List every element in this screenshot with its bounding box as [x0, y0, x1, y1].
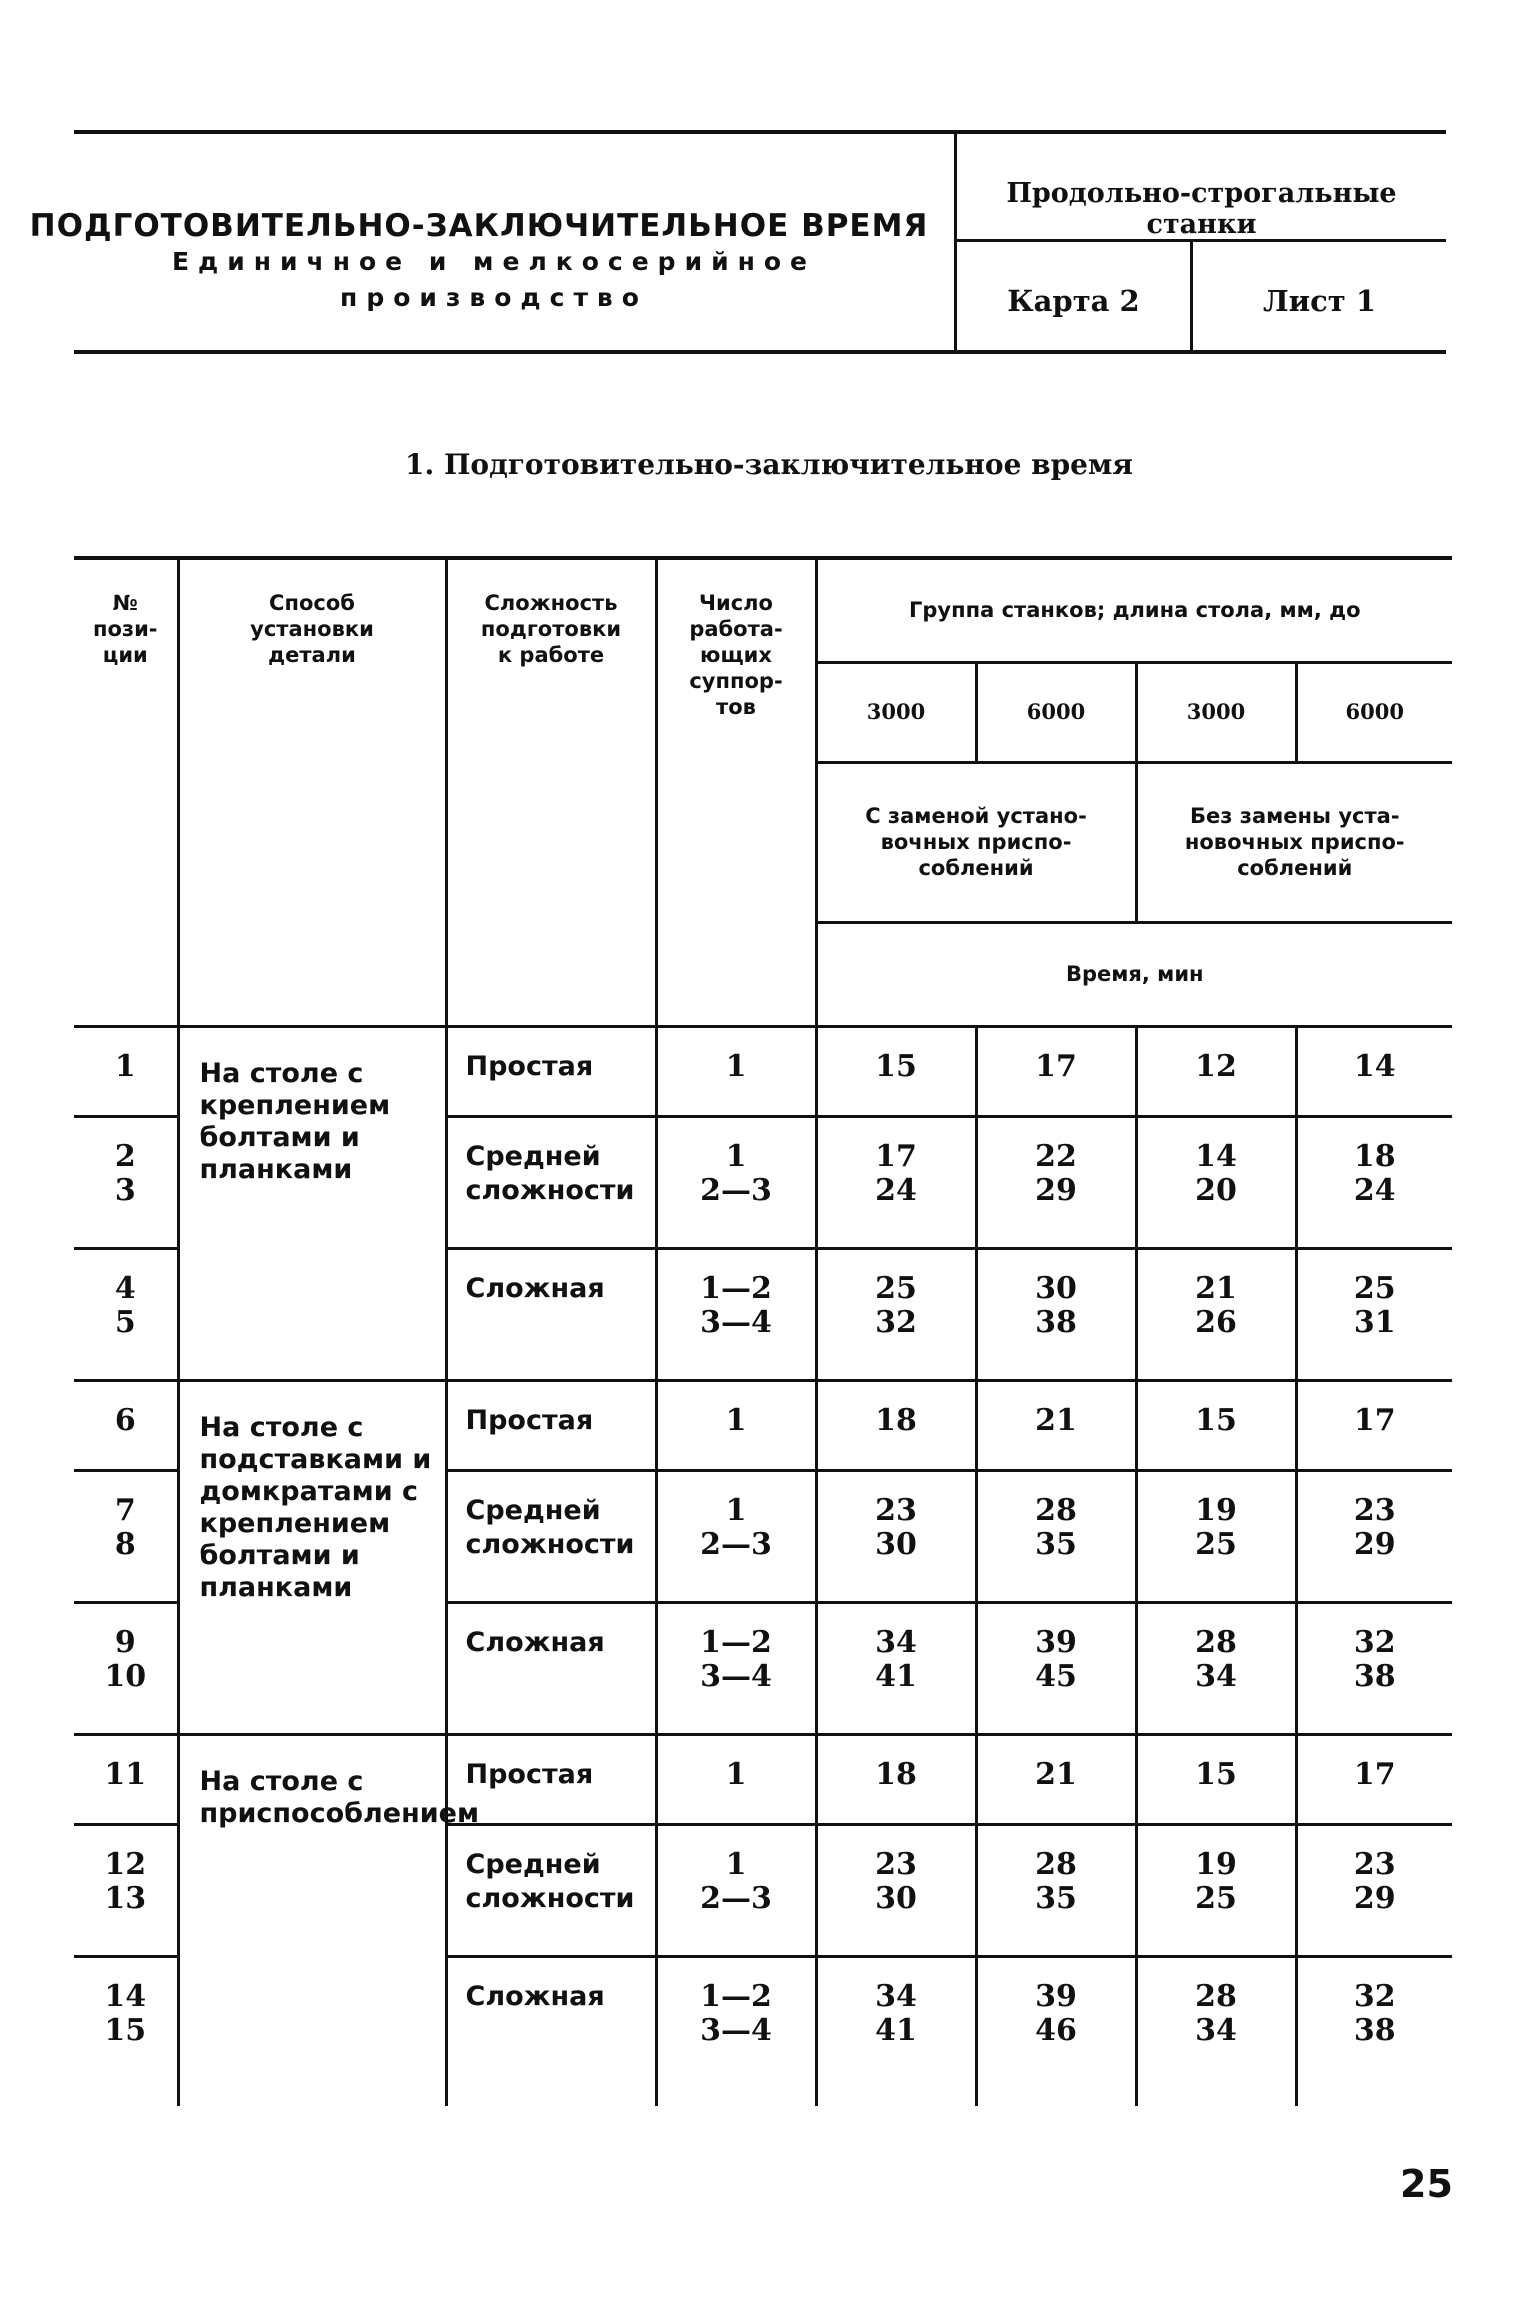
time-cell: [1296, 1116, 1452, 1248]
supports-cell-value: 3—4: [700, 1304, 772, 1340]
time-cell-value: 38: [1353, 1658, 1396, 1694]
time-cell: [816, 1248, 976, 1380]
time-cell-value: 35: [1035, 1880, 1077, 1916]
supports-cell: [656, 1602, 816, 1734]
time-cell-value: 17: [875, 1138, 917, 1174]
table-body: [74, 1026, 1452, 2106]
time-cell-value: 18: [1353, 1138, 1396, 1174]
length-header: 6000: [976, 662, 1136, 762]
time-cell: [1296, 1470, 1452, 1602]
method-cell: На столе с подставками и домкратами с креплением болтами и планками: [178, 1380, 446, 1734]
time-cell-value: 24: [1353, 1172, 1396, 1208]
complexity-cell: Средней сложности: [446, 1824, 656, 1956]
header-line: Число: [699, 591, 773, 615]
time-table: [74, 556, 1452, 2106]
time-cell-value: 21: [1035, 1402, 1077, 1438]
position-cell-value: 10: [104, 1658, 147, 1694]
header-line: вочных приспо-: [880, 830, 1072, 854]
table-row: [74, 1380, 1452, 1470]
time-cell: [976, 1956, 1136, 2106]
time-cell-value: 23: [875, 1846, 917, 1882]
machine-type: Продольно-строгальные станки: [1006, 178, 1397, 240]
time-cell-value: 32: [1353, 1978, 1396, 2014]
time-cell: [976, 1734, 1136, 1824]
complexity-cell: Сложная: [446, 1248, 656, 1380]
time-cell-value: 17: [1035, 1048, 1077, 1084]
complexity-cell: Простая: [446, 1734, 656, 1824]
header-line: соблений: [1237, 856, 1353, 880]
time-cell: [1136, 1470, 1296, 1602]
position-cell: [74, 1116, 178, 1248]
position-cell: [74, 1734, 178, 1824]
time-cell: [1296, 1380, 1452, 1470]
time-cell-value: 23: [1353, 1846, 1396, 1882]
time-cell: [1296, 1026, 1452, 1116]
time-cell-value: 29: [1353, 1526, 1396, 1562]
time-cell-value: 46: [1035, 2012, 1077, 2048]
complexity-cell: Простая: [446, 1026, 656, 1116]
position-cell: [74, 1470, 178, 1602]
time-cell-value: 25: [1195, 1526, 1237, 1562]
time-cell: [1136, 1824, 1296, 1956]
method-cell: На столе с приспособлением: [178, 1734, 446, 2106]
page-number: 25: [1400, 2162, 1453, 2206]
time-cell-value: 28: [1195, 1624, 1237, 1660]
time-cell: [816, 1734, 976, 1824]
time-cell-value: 35: [1035, 1526, 1077, 1562]
section-title: 1. Подготовительно-заключительное время: [405, 448, 1133, 481]
time-cell: [976, 1380, 1136, 1470]
supports-cell: [656, 1956, 816, 2106]
time-cell-value: 26: [1195, 1304, 1237, 1340]
time-cell-value: 32: [1353, 1624, 1396, 1660]
time-cell-value: 41: [875, 1658, 917, 1694]
position-cell-value: 7: [114, 1492, 136, 1528]
position-cell-value: 11: [104, 1756, 147, 1792]
time-cell-value: 19: [1195, 1846, 1237, 1882]
header-line: новочных приспо-: [1184, 830, 1405, 854]
header-line: подготовки: [480, 617, 622, 641]
position-cell: [74, 1026, 178, 1116]
time-cell: [1136, 1116, 1296, 1248]
time-cell: [816, 1956, 976, 2106]
time-cell-value: 12: [1195, 1048, 1237, 1084]
time-cell-value: 18: [875, 1756, 917, 1792]
length-header: 3000: [816, 662, 976, 762]
header-line: тов: [716, 695, 756, 719]
table-row: [74, 1026, 1452, 1116]
supports-cell: [656, 1734, 816, 1824]
supports-cell-value: 1: [725, 1492, 747, 1528]
time-cell: [976, 1602, 1136, 1734]
supports-cell-value: 1: [725, 1756, 747, 1792]
length-header: 3000: [1136, 662, 1296, 762]
position-cell-value: 2: [114, 1138, 136, 1174]
time-cell-value: 30: [875, 1526, 917, 1562]
time-cell-value: 34: [875, 1978, 917, 2014]
time-cell: [816, 1470, 976, 1602]
time-cell: [976, 1248, 1136, 1380]
supports-cell: [656, 1026, 816, 1116]
time-cell-value: 25: [875, 1270, 917, 1306]
position-cell-value: 3: [114, 1172, 136, 1208]
time-cell-value: 34: [1195, 2012, 1237, 2048]
position-cell-value: 15: [104, 2012, 147, 2048]
supports-cell-value: 3—4: [700, 1658, 772, 1694]
header-line: №: [112, 591, 138, 615]
time-cell: [816, 1602, 976, 1734]
time-cell-value: 24: [875, 1172, 917, 1208]
document-title: ПОДГОТОВИТЕЛЬНО-ЗАКЛЮЧИТЕЛЬНОЕ ВРЕМЯ: [29, 208, 929, 244]
header-line: пози-: [92, 617, 158, 641]
time-cell: [1296, 1824, 1452, 1956]
supports-cell-value: 1: [725, 1402, 747, 1438]
time-cell: [1136, 1380, 1296, 1470]
complexity-cell: Средней сложности: [446, 1116, 656, 1248]
position-cell: [74, 1248, 178, 1380]
supports-cell: [656, 1116, 816, 1248]
time-cell-value: 14: [1353, 1048, 1396, 1084]
position-cell: [74, 1602, 178, 1734]
without-replacement-header: [1136, 762, 1452, 922]
time-cell-value: 15: [1195, 1402, 1237, 1438]
length-header: 6000: [1296, 662, 1452, 762]
time-cell-value: 31: [1353, 1304, 1396, 1340]
header-line: Сложность: [484, 591, 618, 615]
time-cell-value: 28: [1195, 1978, 1237, 2014]
time-cell-value: 30: [875, 1880, 917, 1916]
sheet-number: Лист 1: [1262, 284, 1377, 318]
time-cell-value: 34: [875, 1624, 917, 1660]
document-subtitle: Единичное и мелкосерийное: [171, 247, 817, 276]
time-cell-value: 39: [1035, 1624, 1077, 1660]
time-cell: [1296, 1248, 1452, 1380]
time-cell-value: 21: [1035, 1756, 1077, 1792]
time-cell-value: 20: [1195, 1172, 1237, 1208]
time-cell-value: 25: [1353, 1270, 1396, 1306]
header-line: детали: [268, 643, 356, 667]
time-cell-value: 39: [1035, 1978, 1077, 2014]
time-cell-value: 30: [1035, 1270, 1077, 1306]
position-cell-value: 1: [114, 1048, 136, 1084]
header-line: С заменой устано-: [865, 804, 1087, 828]
position-cell-value: 5: [114, 1304, 136, 1340]
supports-cell-value: 1—2: [700, 1624, 772, 1660]
supports-cell: [656, 1380, 816, 1470]
position-cell: [74, 1380, 178, 1470]
time-cell: [976, 1026, 1136, 1116]
time-cell: [816, 1380, 976, 1470]
time-unit-header: Время, мин: [816, 922, 1452, 1026]
complexity-cell: Сложная: [446, 1602, 656, 1734]
time-cell-value: 32: [875, 1304, 917, 1340]
time-cell-value: 21: [1195, 1270, 1237, 1306]
time-cell-value: 45: [1035, 1658, 1077, 1694]
supports-cell-value: 1: [725, 1846, 747, 1882]
time-cell-value: 18: [875, 1402, 917, 1438]
time-cell: [1136, 1734, 1296, 1824]
header-line: установки: [250, 617, 374, 641]
supports-cell-value: 1—2: [700, 1270, 772, 1306]
time-cell: [1136, 1602, 1296, 1734]
time-cell: [1296, 1734, 1452, 1824]
position-cell-value: 8: [114, 1526, 136, 1562]
time-table-grid: [74, 556, 1452, 2106]
time-cell: [1136, 1248, 1296, 1380]
position-cell-value: 14: [104, 1978, 147, 2014]
supports-cell-value: 1: [725, 1138, 747, 1174]
header-line: суппор-: [689, 669, 783, 693]
time-cell-value: 15: [1195, 1756, 1237, 1792]
supports-cell: [656, 1248, 816, 1380]
supports-cell-value: 1: [725, 1048, 747, 1084]
time-cell: [1136, 1956, 1296, 2106]
complexity-cell: Средней сложности: [446, 1470, 656, 1602]
supports-cell-value: 1—2: [700, 1978, 772, 2014]
column-header-method: [178, 558, 446, 1026]
header-line: соблений: [918, 856, 1034, 880]
time-cell-value: 17: [1353, 1756, 1396, 1792]
position-cell-value: 9: [114, 1624, 136, 1660]
with-replacement-header: [816, 762, 1136, 922]
supports-cell: [656, 1470, 816, 1602]
time-cell-value: 34: [1195, 1658, 1237, 1694]
time-cell-value: 29: [1353, 1880, 1396, 1916]
column-header-group: Группа станков; длина стола, мм, до: [816, 558, 1452, 662]
position-cell-value: 13: [104, 1880, 147, 1916]
time-cell-value: 38: [1353, 2012, 1396, 2048]
time-cell-value: 28: [1035, 1492, 1077, 1528]
position-cell-value: 12: [104, 1846, 147, 1882]
supports-cell-value: 3—4: [700, 2012, 772, 2048]
time-cell: [976, 1824, 1136, 1956]
time-cell-value: 23: [1353, 1492, 1396, 1528]
supports-cell-value: 2—3: [700, 1880, 772, 1916]
time-cell: [816, 1116, 976, 1248]
time-cell-value: 17: [1353, 1402, 1396, 1438]
header-line: работа-: [689, 617, 783, 641]
document-header: [29, 130, 1446, 354]
supports-cell: [656, 1824, 816, 1956]
header-title-block: [29, 208, 954, 316]
supports-cell-value: 2—3: [700, 1526, 772, 1562]
time-cell: [816, 1026, 976, 1116]
column-header-complexity: [446, 558, 656, 1026]
time-cell-value: 38: [1035, 1304, 1077, 1340]
time-cell-value: 14: [1195, 1138, 1237, 1174]
position-cell: [74, 1824, 178, 1956]
time-cell: [976, 1116, 1136, 1248]
time-cell-value: 29: [1035, 1172, 1077, 1208]
time-cell: [976, 1470, 1136, 1602]
method-cell: На столе с креплением болтами и планками: [178, 1026, 446, 1380]
time-cell-value: 15: [875, 1048, 917, 1084]
time-cell: [1296, 1956, 1452, 2106]
header-line: ющих: [700, 643, 772, 667]
document-subtitle: производство: [340, 283, 648, 312]
header-line: к работе: [497, 643, 605, 667]
time-cell-value: 25: [1195, 1880, 1237, 1916]
position-cell-value: 6: [114, 1402, 136, 1438]
time-cell-value: 23: [875, 1492, 917, 1528]
time-cell: [1296, 1602, 1452, 1734]
time-cell: [1136, 1026, 1296, 1116]
time-cell-value: 22: [1035, 1138, 1077, 1174]
complexity-cell: Сложная: [446, 1956, 656, 2106]
column-header-supports: [656, 558, 816, 1026]
time-cell-value: 19: [1195, 1492, 1237, 1528]
table-row: [74, 1734, 1452, 1824]
position-cell: [74, 1956, 178, 2106]
position-cell-value: 4: [114, 1270, 136, 1306]
time-cell: [816, 1824, 976, 1956]
time-cell-value: 41: [875, 2012, 917, 2048]
time-cell-value: 28: [1035, 1846, 1077, 1882]
header-line: ции: [102, 643, 148, 667]
column-header-position: [74, 558, 178, 1026]
header-line: Способ: [269, 591, 355, 615]
header-line: Без замены уста-: [1189, 804, 1400, 828]
complexity-cell: Простая: [446, 1380, 656, 1470]
supports-cell-value: 2—3: [700, 1172, 772, 1208]
card-number: Карта 2: [1007, 284, 1140, 318]
